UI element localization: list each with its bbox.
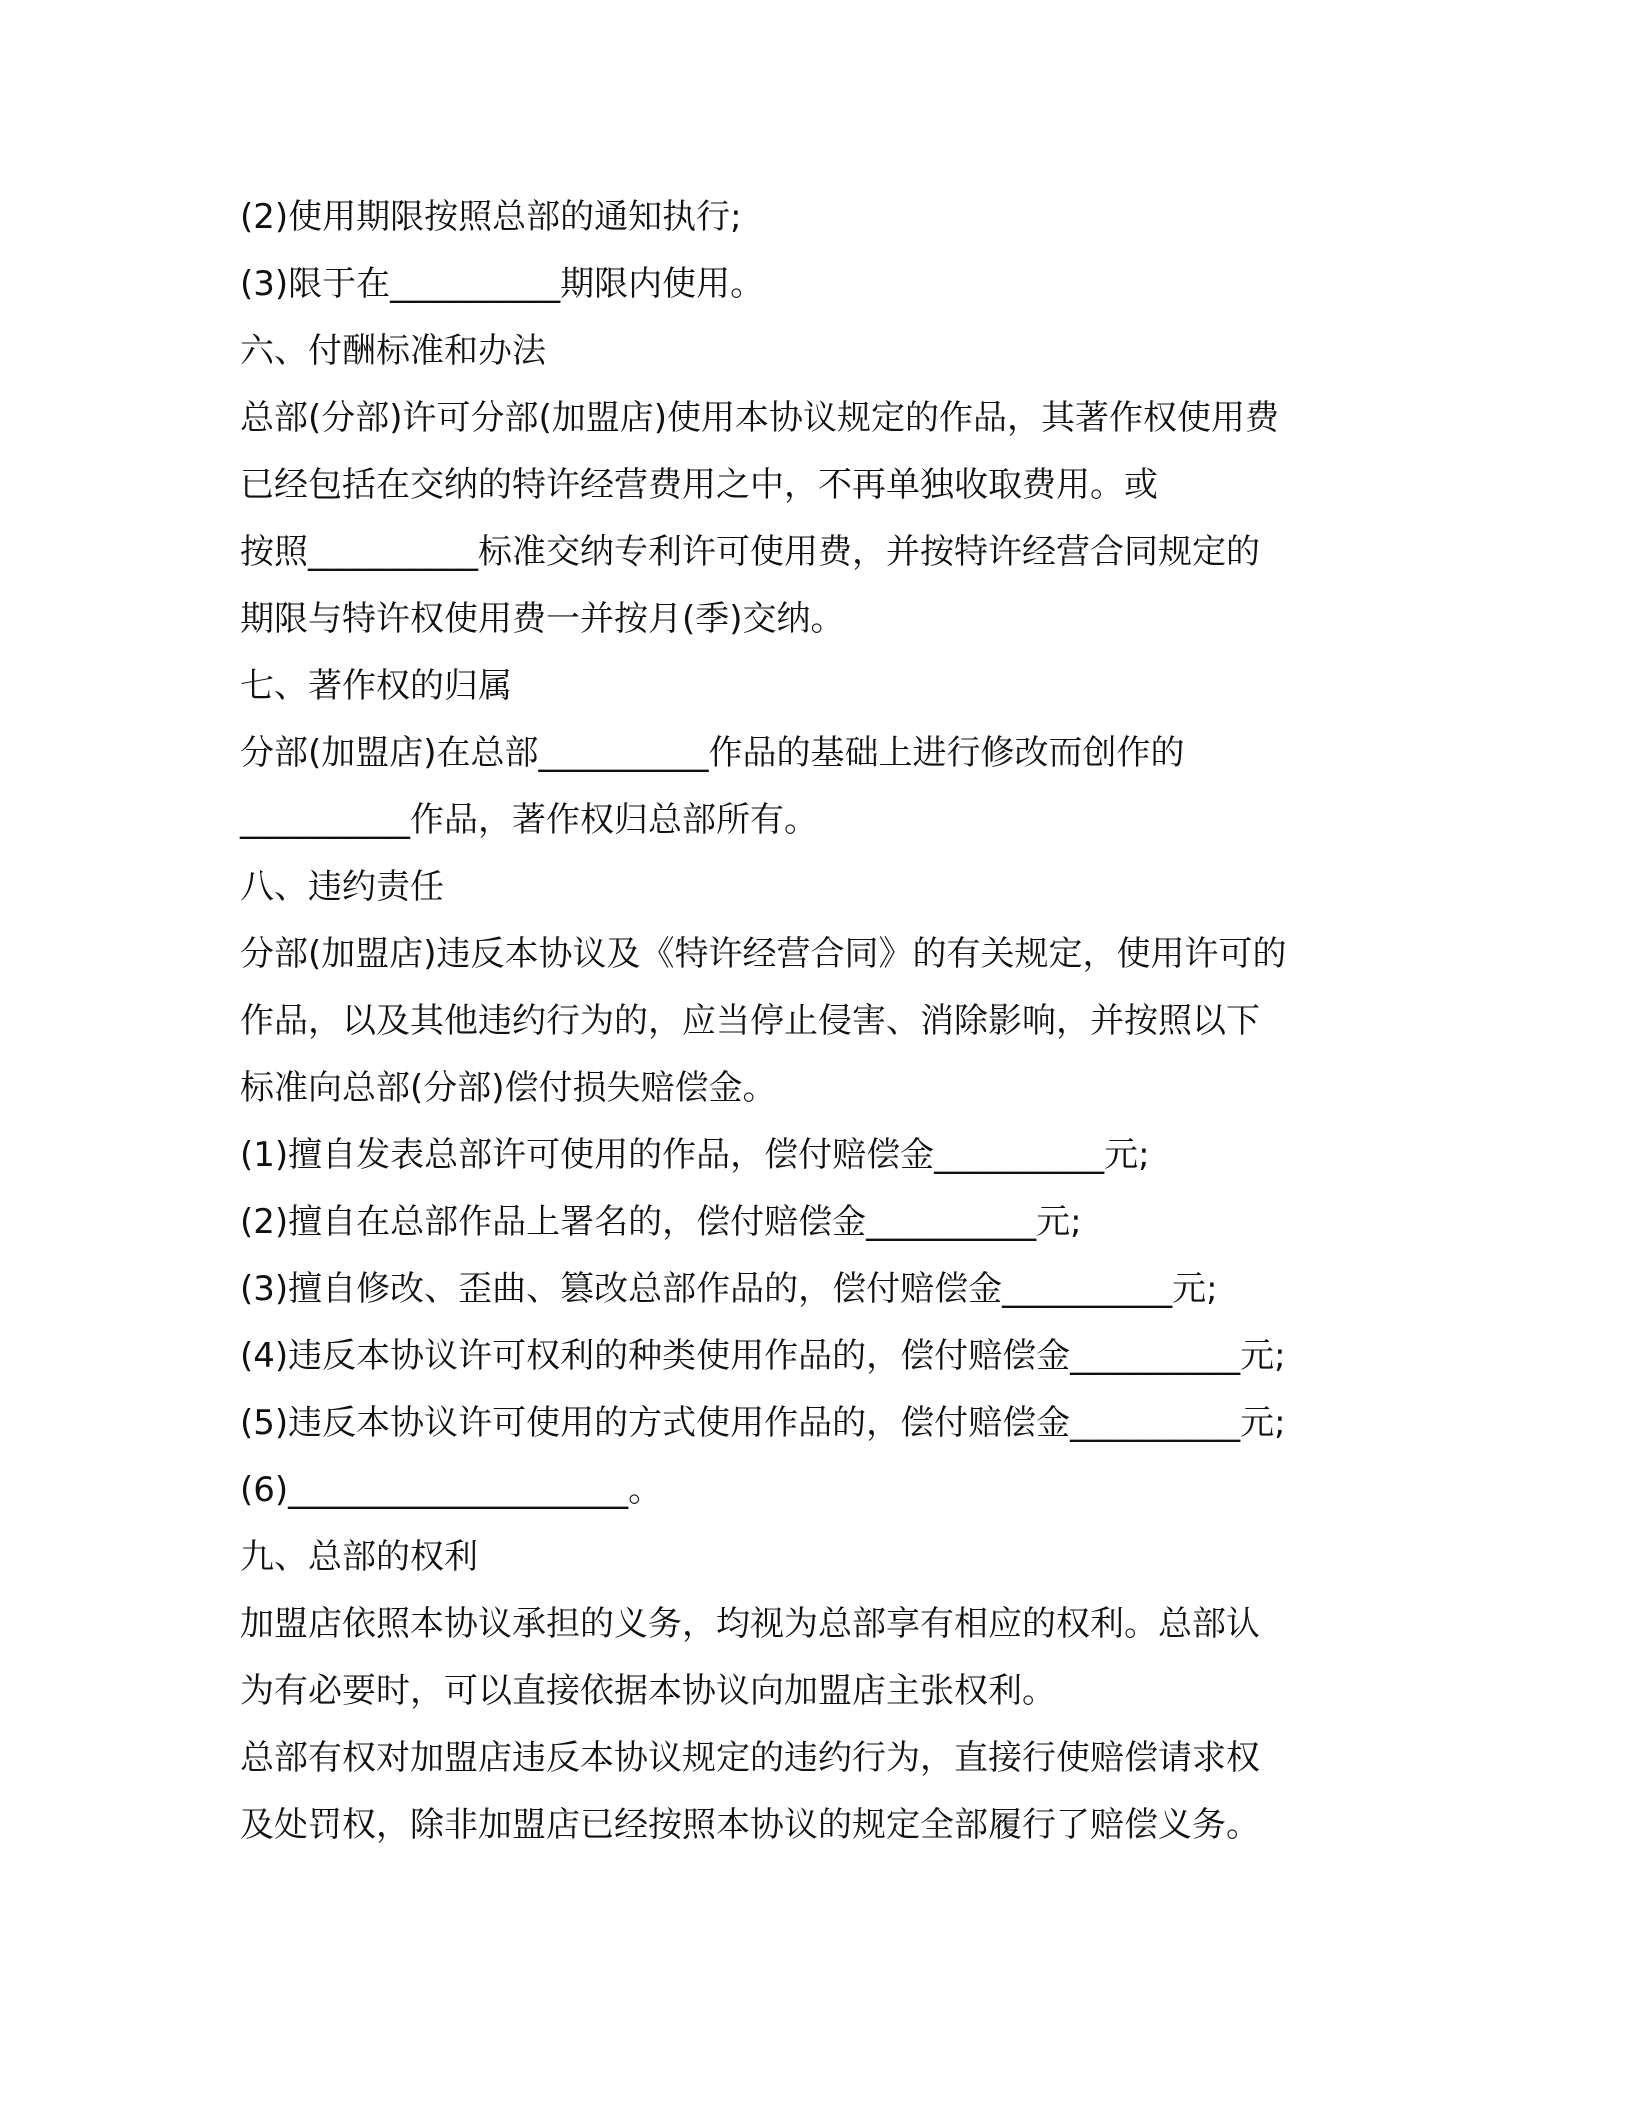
- penalty-item-2: (2)擅自在总部作品上署名的，偿付赔偿金__________元;: [240, 1202, 1082, 1242]
- clause-term-notice: (2)使用期限按照总部的通知执行;: [240, 197, 742, 237]
- paragraph-line: 为有必要时，可以直接依据本协议向加盟店主张权利。: [240, 1671, 1056, 1711]
- penalty-item-1: (1)擅自发表总部许可使用的作品，偿付赔偿金__________元;: [240, 1135, 1150, 1175]
- paragraph-line: 作品，以及其他违约行为的，应当停止侵害、消除影响，并按照以下: [240, 1001, 1260, 1041]
- paragraph-line: 加盟店依照本协议承担的义务，均视为总部享有相应的权利。总部认: [240, 1604, 1260, 1644]
- section-heading-9: 九、总部的权利: [240, 1537, 478, 1577]
- penalty-item-3: (3)擅自修改、歪曲、篡改总部作品的，偿付赔偿金__________元;: [240, 1269, 1218, 1309]
- paragraph-line: 分部(加盟店)违反本协议及《特许经营合同》的有关规定，使用许可的: [240, 934, 1287, 974]
- paragraph-line: 已经包括在交纳的特许经营费用之中，不再单独收取费用。或: [240, 465, 1158, 505]
- paragraph-line: 标准向总部(分部)偿付损失赔偿金。: [240, 1068, 777, 1108]
- penalty-item-5: (5)违反本协议许可使用的方式使用作品的，偿付赔偿金__________元;: [240, 1403, 1286, 1443]
- paragraph-line: 总部(分部)许可分部(加盟店)使用本协议规定的作品，其著作权使用费: [240, 398, 1280, 438]
- paragraph-line: 及处罚权，除非加盟店已经按照本协议的规定全部履行了赔偿义务。: [240, 1805, 1260, 1845]
- document-body: [240, 184, 1420, 1859]
- penalty-item-4: (4)违反本协议许可权利的种类使用作品的，偿付赔偿金__________元;: [240, 1336, 1286, 1376]
- section-heading-8: 八、违约责任: [240, 867, 444, 907]
- paragraph-line: __________作品，著作权归总部所有。: [240, 800, 818, 840]
- penalty-item-6: (6)____________________。: [240, 1470, 663, 1510]
- section-heading-6: 六、付酬标准和办法: [240, 331, 546, 371]
- paragraph-line: 按照__________标准交纳专利许可使用费，并按特许经营合同规定的: [240, 532, 1260, 572]
- paragraph-line: 分部(加盟店)在总部__________作品的基础上进行修改而创作的: [240, 733, 1185, 773]
- paragraph-line: 期限与特许权使用费一并按月(季)交纳。: [240, 599, 845, 639]
- clause-term-limit: (3)限于在__________期限内使用。: [240, 264, 765, 304]
- paragraph-line: 总部有权对加盟店违反本协议规定的违约行为，直接行使赔偿请求权: [240, 1738, 1260, 1778]
- section-heading-7: 七、著作权的归属: [240, 666, 512, 706]
